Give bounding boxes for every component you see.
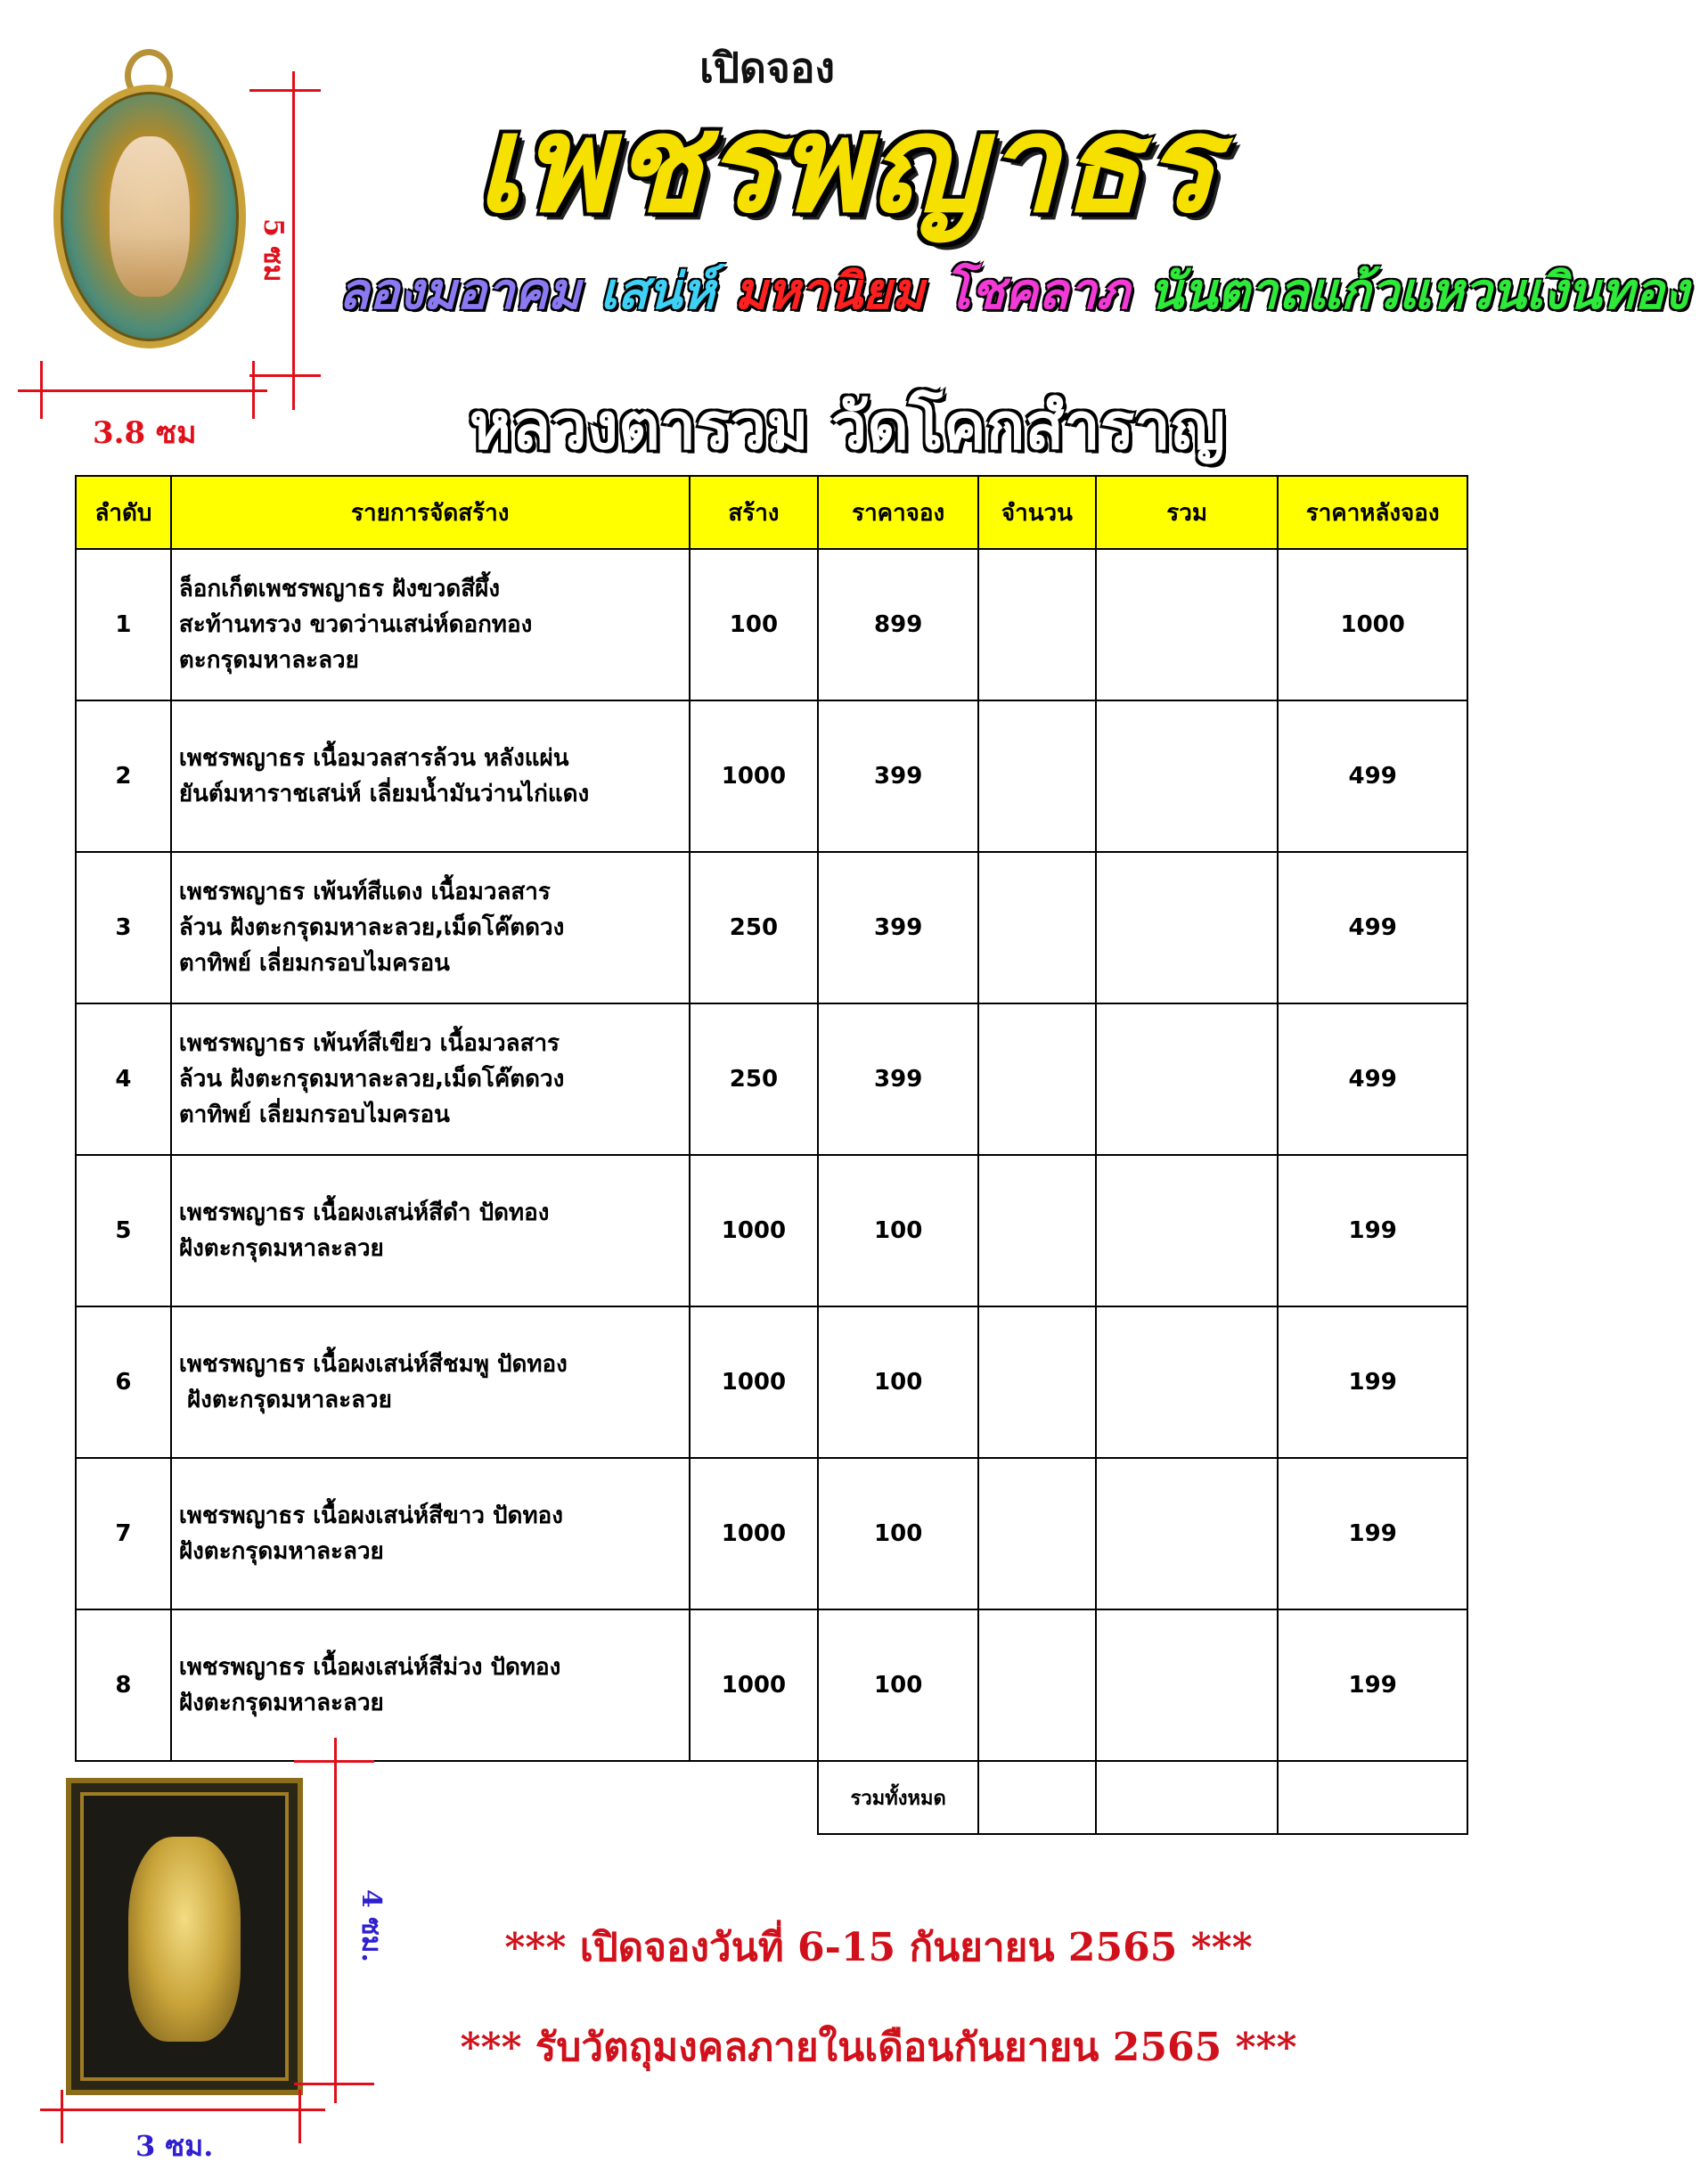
item-line: สะท้านทรวง ขวดว่านเสน่ห์ดอกทอง	[178, 611, 533, 638]
cell-after-price: 499	[1278, 1003, 1467, 1155]
item-line: ล้วน ฝังตะกรุดมหาละลวย,เม็ดโค๊ตดวง	[178, 1066, 565, 1093]
cell-no: 2	[76, 700, 171, 852]
temple-line: หลวงตารวม วัดโคกสำราญ	[469, 389, 1226, 463]
plaque-width-tick-left	[61, 2090, 63, 2143]
header-after-price: ราคาหลังจอง	[1278, 476, 1467, 549]
plaque-width-label: 3 ซม.	[135, 2129, 214, 2163]
item-line: ฝังตะกรุดมหาละลวย	[178, 1235, 384, 1262]
pendant-locket	[53, 85, 246, 348]
cell-qty	[978, 1458, 1096, 1609]
cell-made: 100	[690, 549, 819, 700]
table-row	[76, 852, 1467, 1003]
cell-made: 1000	[690, 700, 819, 852]
booking-dates-notice: *** เปิดจองวันที่ 6-15 กันยายน 2565 ***	[504, 1925, 1253, 1970]
subtitle-word: โชคลาภ	[944, 263, 1130, 321]
cell-after-price: 199	[1278, 1306, 1467, 1458]
item-line: เพชรพญาธร เนื้อผงเสน่ห์สีม่วง ปัดทอง	[178, 1654, 561, 1681]
cell-price: 100	[818, 1458, 978, 1609]
cell-after-price: 1000	[1278, 549, 1467, 700]
pre-title: เปิดจอง	[699, 44, 835, 92]
subtitle-word: ลองมอาคม	[339, 263, 581, 321]
subtitle-word: นันตาลแก้วแหวนเงินทอง	[1148, 263, 1689, 321]
item-line: ตะกรุดมหาละลวย	[178, 647, 359, 674]
cell-no: 6	[76, 1306, 171, 1458]
item-line: เพชรพญาธร เนื้อผงเสน่ห์สีดำ ปัดทอง	[178, 1200, 550, 1226]
cell-item	[171, 1003, 690, 1155]
table-row	[76, 700, 1467, 852]
item-line: ล้วน ฝังตะกรุดมหาละลวย,เม็ดโค๊ตดวง	[178, 914, 565, 941]
pendant-figure	[110, 136, 190, 297]
pendant-height-tick-bottom	[249, 374, 321, 377]
item-line: ฝังตะกรุดมหาละลวย	[178, 1690, 384, 1716]
item-line: ตาทิพย์ เลี่ยมกรอบไมครอน	[178, 1101, 450, 1128]
item-line: เพชรพญาธร เนื้อมวลสารล้วน หลังแผ่น	[178, 745, 569, 772]
pendant-width-label: 3.8 ซม	[93, 415, 197, 451]
cell-after-price: 199	[1278, 1609, 1467, 1761]
pendant-height-tick-top	[249, 89, 321, 92]
header-sum: รวม	[1096, 476, 1279, 549]
cell-qty	[978, 1609, 1096, 1761]
header-item: รายการจัดสร้าง	[171, 476, 690, 549]
cell-sum	[1096, 1458, 1279, 1609]
main-title: เพชรพญาธร	[475, 87, 1218, 242]
cell-qty	[978, 1306, 1096, 1458]
pickup-notice: *** รับวัตถุมงคลภายในเดือนกันยายน 2565 ***	[460, 2025, 1297, 2070]
plaque-width-tick-right	[298, 2090, 301, 2143]
item-line: เพชรพญาธร เนื้อผงเสน่ห์สีชมพู ปัดทอง	[178, 1351, 568, 1378]
plaque-height-label: 4 ซม.	[355, 1889, 387, 1962]
cell-made: 1000	[690, 1306, 819, 1458]
header-no: ลำดับ	[76, 476, 171, 549]
cell-sum	[1096, 1306, 1279, 1458]
cell-qty	[978, 549, 1096, 700]
header-price: ราคาจอง	[818, 476, 978, 549]
cell-made: 1000	[690, 1458, 819, 1609]
cell-no: 3	[76, 852, 171, 1003]
item-line: ฝังตะกรุดมหาละลวย	[178, 1387, 392, 1413]
cell-item	[171, 1609, 690, 1761]
item-line: เพชรพญาธร เพ้นท์สีเขียว เนื้อมวลสาร	[178, 1030, 560, 1057]
pendant-image	[36, 49, 249, 352]
cell-item	[171, 1155, 690, 1306]
item-line: ล็อกเก็ตเพชรพญาธร ฝังขวดสีผึ้ง	[178, 576, 501, 602]
cell-after-price: 499	[1278, 852, 1467, 1003]
cell-made: 1000	[690, 1155, 819, 1306]
cell-price: 100	[818, 1306, 978, 1458]
table-row	[76, 549, 1467, 700]
cell-after-price: 199	[1278, 1155, 1467, 1306]
cell-no: 1	[76, 549, 171, 700]
cell-sum	[1096, 549, 1279, 700]
subtitle-line	[339, 263, 1689, 321]
cell-no: 8	[76, 1609, 171, 1761]
cell-made: 250	[690, 852, 819, 1003]
table-header-row	[76, 476, 1467, 549]
cell-price: 399	[818, 700, 978, 852]
cell-after-price: 499	[1278, 700, 1467, 852]
price-table	[75, 475, 1468, 1835]
item-line: เพชรพญาธร เนื้อผงเสน่ห์สีขาว ปัดทอง	[178, 1503, 563, 1529]
cell-qty	[978, 1155, 1096, 1306]
cell-qty	[978, 852, 1096, 1003]
plaque-width-line	[40, 2109, 325, 2111]
cell-no: 7	[76, 1458, 171, 1609]
plaque-height-tick-bottom	[294, 2083, 374, 2085]
cell-price: 399	[818, 1003, 978, 1155]
cell-price: 100	[818, 1155, 978, 1306]
cell-item	[171, 852, 690, 1003]
cell-qty	[978, 1003, 1096, 1155]
cell-price: 399	[818, 852, 978, 1003]
cell-after-price: 199	[1278, 1458, 1467, 1609]
cell-no: 5	[76, 1155, 171, 1306]
subtitle-word: มหานิยม	[734, 263, 925, 321]
cell-item	[171, 549, 690, 700]
cell-item	[171, 1458, 690, 1609]
cell-made: 250	[690, 1003, 819, 1155]
cell-sum	[1096, 1003, 1279, 1155]
table-row	[76, 1609, 1467, 1761]
pendant-height-label: 5 ซม	[257, 218, 289, 283]
item-line: ยันต์มหาราชเสน่ห์ เลี่ยมน้ำมันว่านไก่แดง	[178, 781, 590, 807]
cell-price: 100	[818, 1609, 978, 1761]
cell-price: 899	[818, 549, 978, 700]
total-qty	[978, 1761, 1096, 1834]
item-line: ฝังตะกรุดมหาละลวย	[178, 1538, 384, 1565]
cell-sum	[1096, 1609, 1279, 1761]
total-sum	[1096, 1761, 1279, 1834]
pendant-width-tick-right	[252, 361, 255, 419]
header-made: สร้าง	[690, 476, 819, 549]
cell-sum	[1096, 700, 1279, 852]
subtitle-word: เสน่ห์	[600, 263, 715, 321]
item-line: เพชรพญาธร เพ้นท์สีแดง เนื้อมวลสาร	[178, 879, 551, 905]
cell-made: 1000	[690, 1609, 819, 1761]
table-row	[76, 1003, 1467, 1155]
cell-sum	[1096, 1155, 1279, 1306]
item-line: ตาทิพย์ เลี่ยมกรอบไมครอน	[178, 950, 450, 977]
cell-sum	[1096, 852, 1279, 1003]
total-label: รวมทั้งหมด	[818, 1761, 978, 1834]
total-after	[1278, 1761, 1467, 1834]
table-row	[76, 1458, 1467, 1609]
table-row	[76, 1306, 1467, 1458]
pendant-width-tick-left	[40, 361, 43, 419]
cell-item	[171, 700, 690, 852]
plaque-height-tick-top	[294, 1760, 374, 1763]
header-qty: จำนวน	[978, 476, 1096, 549]
cell-item	[171, 1306, 690, 1458]
cell-qty	[978, 700, 1096, 852]
cell-no: 4	[76, 1003, 171, 1155]
pendant-width-line	[18, 389, 267, 392]
table-row	[76, 1155, 1467, 1306]
